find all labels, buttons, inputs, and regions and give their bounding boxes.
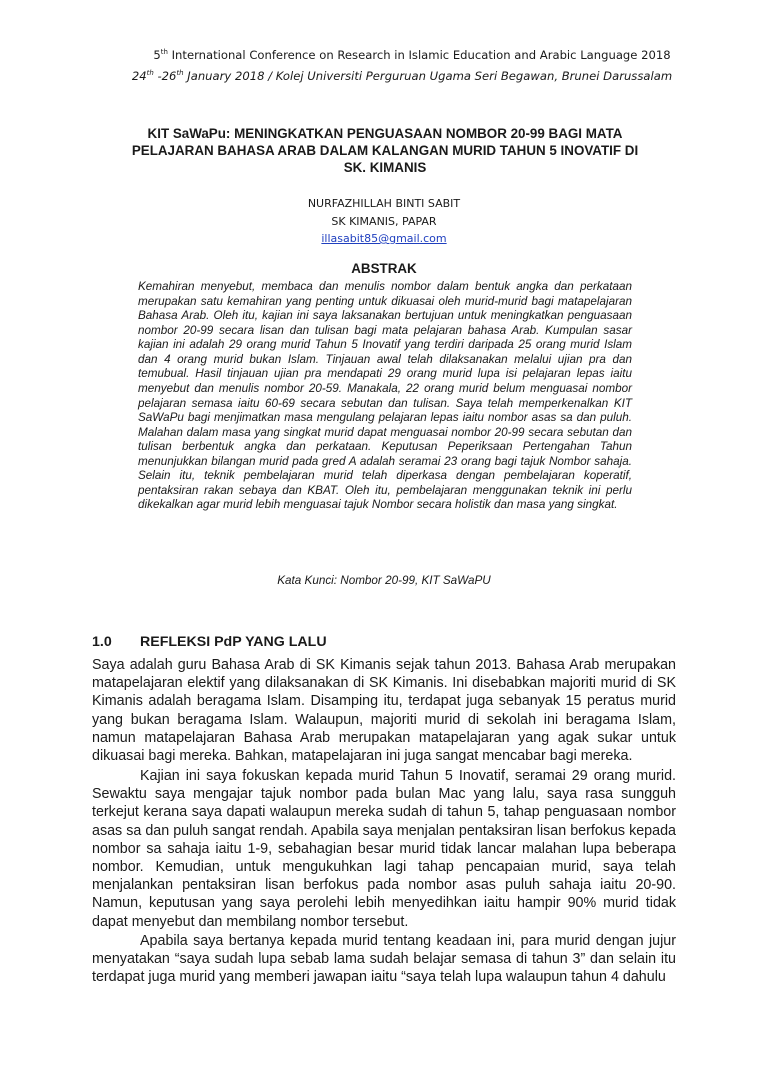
conference-header: 5th International Conference on Research in Islamic Education and Arabic Language 2018 bbox=[153, 48, 671, 62]
abstract-text: Kemahiran menyebut, membaca dan menulis nombor dalam bentuk angka dan perkataan merupakan satu kemahiran yang penting untuk dikuasai oleh murid-murid bagi matapelajaran Bahasa Arab. Oleh itu, kajian ini saya laksanakan bertujuan untuk meningkatkan penguasaan nombor 20-99 secara lisan dan tulisan bagi mata pelajaran bahasa Arab. Kumpulan sasar kajian ini adalah 29 orang murid Tahun 5 Inovatif yang terdiri daripada 25 orang murid Islam dan 4 orang murid bukan Islam. Tinjauan awal telah dilaksanakan melalui ujian pra dan temubual. Hasil tinjauan ujian pra mendapati 29 orang murid lupa isi pelajaran lepas iaitu menyebut dan menulis nombor 20-59. Manakala, 22 orang murid belum menguasai nombor pelajaran semasa iaitu 60-69 secara sebutan dan tulisan. Saya telah memperkenalkan KIT SaWaPu bagi menjimatkan masa mengulang pelajaran lepas iaitu nombor asas sa dan puluh. Malahan dalam masa yang singkat murid dapat menguasai nombor 20-99 secara sebutan dan tulisan berbentuk angka dan perkataan. Keputusan Peperiksaan Pertengahan Tahun menunjukkan bilangan murid pada gred A adalah seramai 23 orang bagi tajuk Nombor sahaja. Selain itu, teknik pembelajaran murid telah diperkasa dengan pembelajaran koperatif, pentaksiran rakan sebaya dan KBAT. Oleh itu, pembelajaran menggunakan teknik ini perlu dikekalkan agar murid lebih menguasai tajuk Nombor secara holistik dan masa yang singkat. bbox=[138, 280, 632, 512]
section-number: 1.0 bbox=[92, 634, 112, 650]
author-name: NURFAZHILLAH BINTI SABIT bbox=[307, 197, 461, 210]
author-email-link[interactable]: illasabit85@gmail.com bbox=[321, 232, 447, 245]
author-email-row bbox=[0, 229, 768, 249]
paper-title: KIT SaWaPu: MENINGKATKAN PENGUASAAN NOMBOR 20-99 BAGI MATA PELAJARAN BAHASA ARAB DALAM KALANGAN MURID TAHUN 5 INOVATIF DI SK. KIMANIS bbox=[131, 126, 639, 175]
section-title: REFLEKSI PdP YANG LALU bbox=[140, 634, 327, 650]
body-paragraph: Apabila saya bertanya kepada murid tentang keadaan ini, para murid dengan jujur menyatakan “saya sudah lupa sebab lama sudah belajar semasa di tahun 3” dan selain itu terdapat juga murid yang memberi jawapan iaitu “saya telah lupa walaupun tahun 4 dahulu bbox=[92, 933, 676, 986]
body-paragraph: Kajian ini saya fokuskan kepada murid Tahun 5 Inovatif, seramai 29 orang murid. Sewaktu saya mengajar tajuk nombor pada bulan Mac yang lalu, saya rasa sungguh terkejut kerana saya dapati walaupun mereka sudah di tahun 5, tahap penguasaan nombor asas sa dan puluh sangat rendah. Apabila saya menjalan pentaksiran lisan berfokus kepada nombor sa sahaja iaitu 1-9, sebahagian besar murid tidak lancar malahan lupa beberapa nombor. Kemudian, untuk mengukuhkan lagi tahap pencapaian murid, saya telah menjalankan pentaksiran lisan berfokus pada nombor asas puluh sahaja iaitu 20-90. Namun, keputusan yang saya perolehi lebih menyedihkan iaitu hampir 90% murid tidak dapat menyebut dan membilang nombor tersebut. bbox=[92, 768, 676, 930]
conference-date-venue: 24th -26th January 2018 / Kolej Universiti Perguruan Ugama Seri Begawan, Brunei Darussalam bbox=[131, 69, 673, 83]
abstract-heading: ABSTRAK bbox=[351, 261, 417, 276]
body-paragraph: Saya adalah guru Bahasa Arab di SK Kimanis sejak tahun 2013. Bahasa Arab merupakan matapelajaran elektif yang dilaksanakan di SK Kimanis. Ini disebabkan majoriti murid di SK Kimanis adalah beragama Islam. Disamping itu, terdapat juga sebanyak 15 peratus murid yang bukan beragama Islam. Walaupun, majoriti murid di sekolah ini beragama Islam, namun matapelajaran Bahasa Arab merupakan matapelajaran yang agak sukar untuk dikuasai bagi mereka. Bahkan, matapelajaran ini juga sangat mencabar bagi mereka. bbox=[92, 657, 676, 765]
author-affiliation: SK KIMANIS, PAPAR bbox=[331, 215, 437, 228]
section-heading bbox=[92, 634, 327, 650]
keywords: Kata Kunci: Nombor 20-99, KIT SaWaPU bbox=[277, 574, 491, 587]
